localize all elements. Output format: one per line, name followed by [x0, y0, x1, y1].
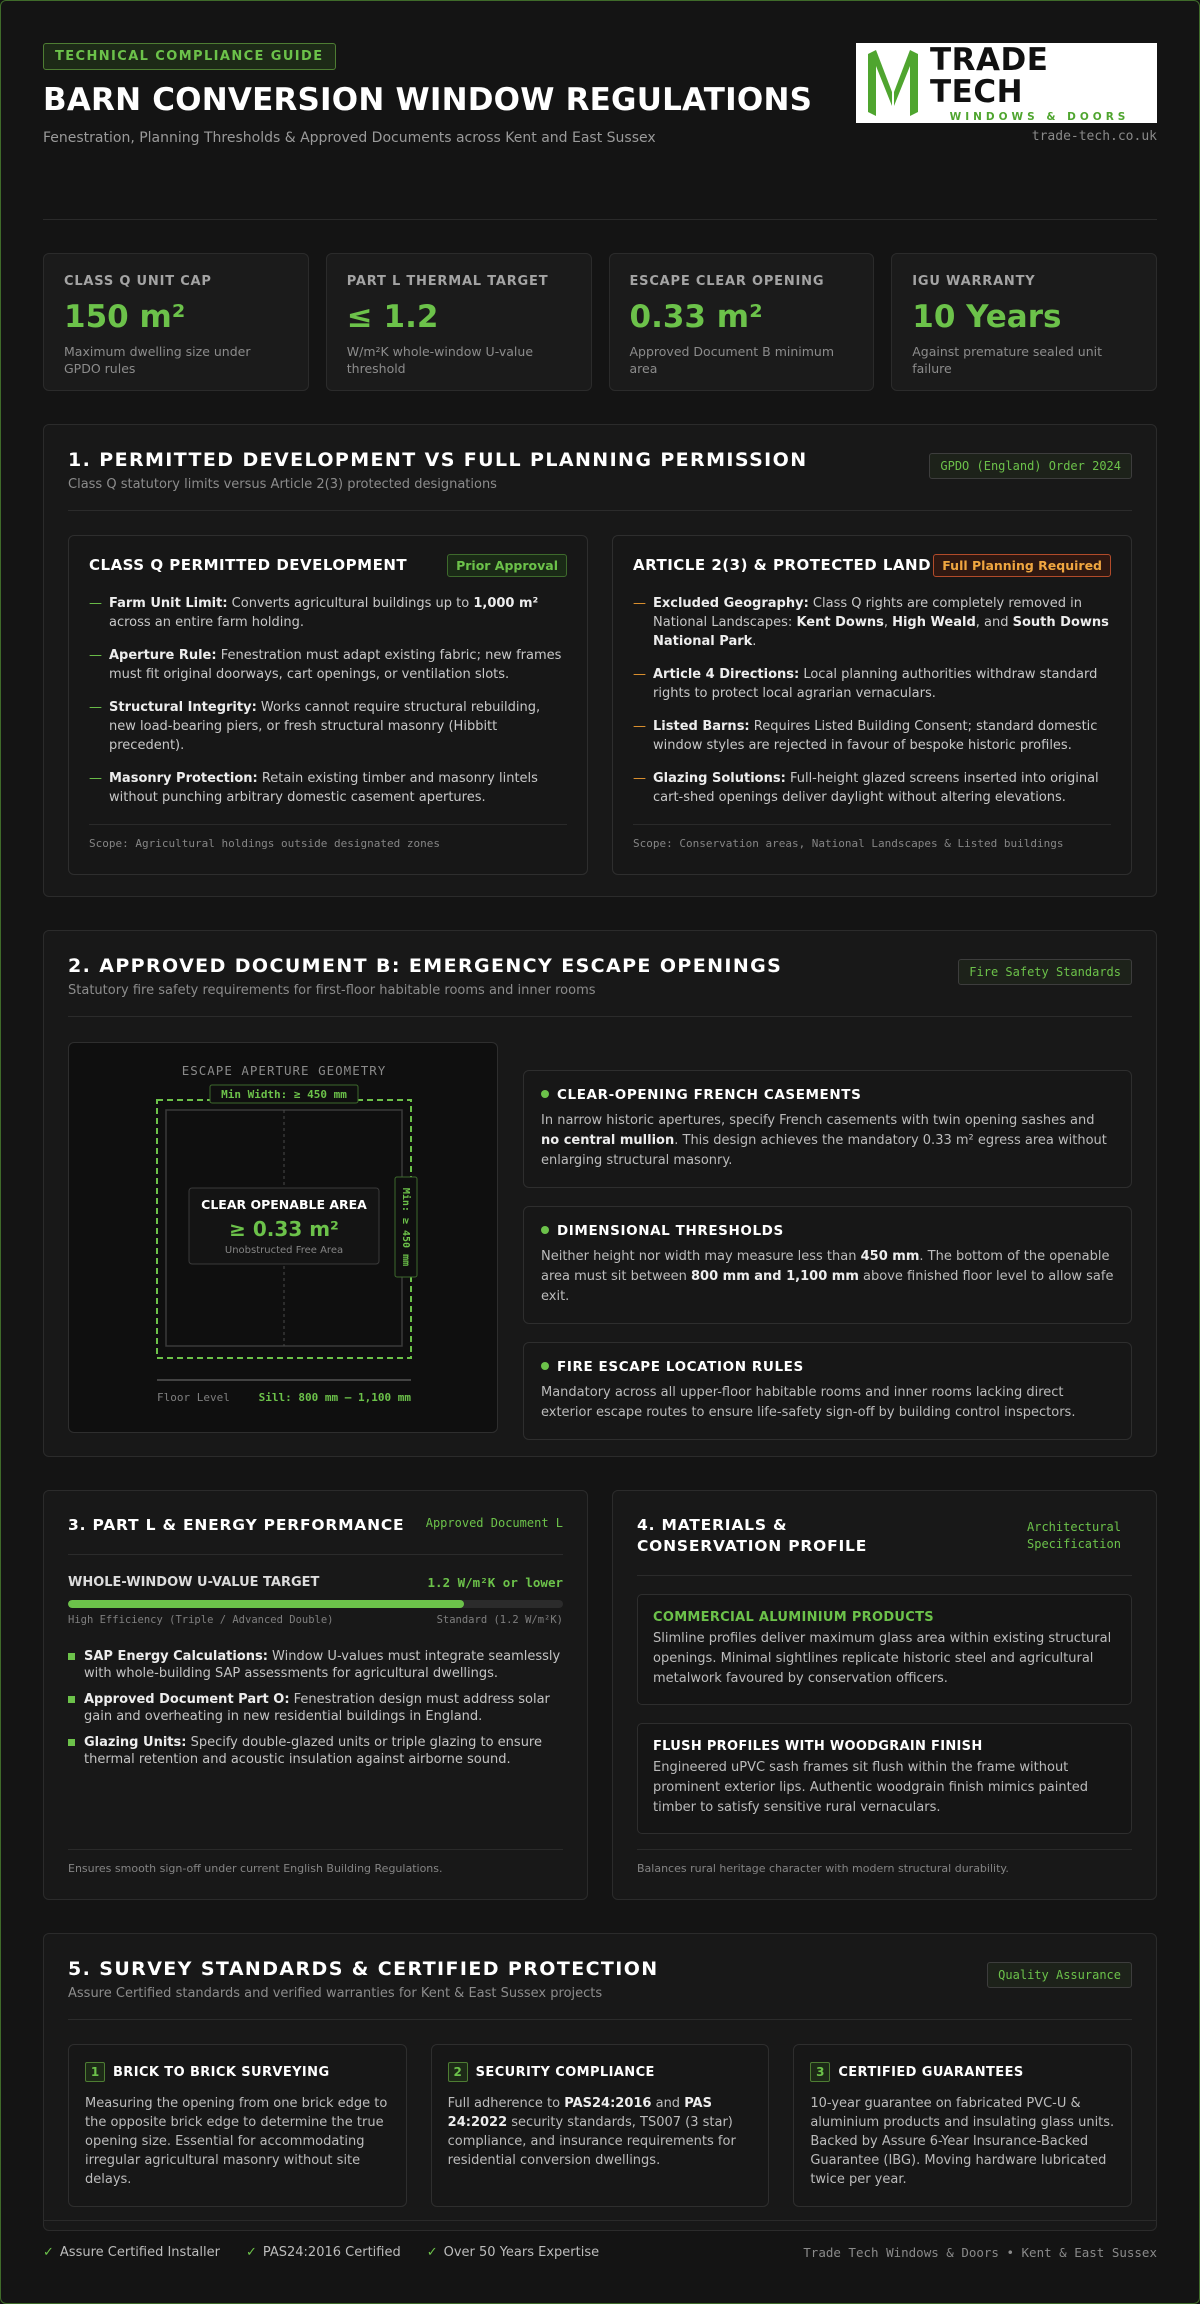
item-bold: Kent Downs — [796, 615, 884, 630]
class-q-card — [68, 535, 588, 875]
material-card — [637, 1723, 1132, 1834]
feature-text: Mandatory across all upper-floor habitable rooms and inner rooms lacking direct exterior escape routes to ensure life-safety sign-off by building control inspectors. — [541, 1385, 1076, 1420]
security-card — [431, 2044, 770, 2207]
section-pill: Fire Safety Standards — [958, 959, 1132, 985]
list-item — [89, 698, 567, 755]
material-text: Engineered uPVC sash frames sit flush within the frame without prominent exterior lips. Authentic woodgrain finish mimics painted timber to satisfy sensitive rural vernaculars. — [653, 1760, 1088, 1815]
material-text: Slimline profiles deliver maximum glass area within existing structural openings. Minimal sightlines replicate historic steel and agricultural metalwork favoured by conservation officers. — [653, 1631, 1112, 1686]
stat-value: ≤ 1.2 — [346, 299, 439, 335]
website-link[interactable]: trade-tech.co.uk — [1031, 129, 1157, 144]
material-title: FLUSH PROFILES WITH WOODGRAIN FINISH — [653, 1739, 983, 1754]
section-subtitle: Class Q statutory limits versus Article 2(3) protected designations — [68, 477, 497, 492]
scope-note: Scope: Agricultural holdings outside designated zones — [89, 824, 567, 850]
section-header — [68, 1958, 1132, 2020]
section-footnote: Ensures smooth sign-off under current English Building Regulations. — [68, 1849, 563, 1875]
item-text: across an entire farm holding. — [109, 615, 305, 630]
stat-card — [891, 253, 1157, 391]
list-item — [68, 1648, 563, 1682]
section-title: 3. PART L & ENERGY PERFORMANCE — [68, 1516, 405, 1534]
text-run: security standards, TS007 (3 star) compliance, and insurance requirements for residential conversion dwellings. — [447, 2115, 736, 2168]
item-text: Full-height glazed screens inserted into original cart-shed openings deliver daylight without altering elevations. — [653, 771, 1099, 805]
feature-text — [541, 1111, 1114, 1171]
clear-area-sub: Unobstructed Free Area — [224, 1245, 344, 1256]
item-text: , — [883, 615, 893, 630]
bullet-dot-icon — [541, 1226, 549, 1234]
item-bold: High Weald — [892, 615, 976, 630]
stat-value: 10 Years — [912, 299, 1062, 335]
item-text: Specify double-glazed units or triple glazing to ensure thermal retention and acoustic insulation against airborne sound. — [84, 1735, 542, 1767]
footer — [43, 2220, 1157, 2260]
rule-list — [89, 594, 567, 807]
text-run: . This design achieves the mandatory 0.33 m² egress area without enlarging structural masonry. — [541, 1133, 1107, 1168]
list-item — [68, 1691, 563, 1725]
min-height-label: Min: ≥ 450 mm — [400, 1187, 411, 1267]
scale-left-label: High Efficiency (Triple / Advanced Double) — [68, 1614, 334, 1626]
page-title: BARN CONVERSION WINDOW REGULATIONS — [43, 82, 813, 118]
credential-list — [43, 2245, 599, 2260]
credential-label: PAS24:2016 Certified — [262, 2245, 401, 2260]
feature-card — [523, 1206, 1132, 1324]
section-escape-openings — [43, 930, 1157, 1457]
logo-wordmark: TRADE TECH — [930, 41, 1049, 110]
card-title: CERTIFIED GUARANTEES — [838, 2065, 1024, 2080]
credential-label: Over 50 Years Expertise — [443, 2245, 600, 2260]
section-subtitle: Statutory fire safety requirements for first-floor habitable rooms and inner rooms — [68, 983, 596, 998]
card-text: 10-year guarantee on fabricated PVC-U & aluminium products and insulating glass units. Backed by Assure 6-Year Insurance-Backed Guarantee (IBG). Moving hardware lubricated twice per year. — [810, 2096, 1115, 2187]
aperture-diagram-svg — [69, 1043, 499, 1434]
feature-card — [523, 1070, 1132, 1188]
section-permitted-development — [43, 424, 1157, 897]
stat-label: CLASS Q UNIT CAP — [64, 274, 212, 289]
card-text — [448, 2094, 753, 2170]
bullet-dot-icon — [541, 1362, 549, 1370]
guide-tag: TECHNICAL COMPLIANCE GUIDE — [43, 43, 336, 70]
status-badge: Full Planning Required — [933, 554, 1111, 577]
diagram-title: ESCAPE APERTURE GEOMETRY — [181, 1063, 387, 1078]
section-header — [68, 449, 1132, 511]
text-bold: no central mullion — [541, 1133, 675, 1148]
item-text: . — [752, 634, 757, 649]
credential-label: Assure Certified Installer — [59, 2245, 220, 2260]
step-number: 3 — [810, 2062, 830, 2082]
section-pill: Architectural Specification — [1027, 1520, 1121, 1551]
list-item — [633, 717, 1111, 755]
section-header — [68, 955, 1132, 1017]
section-materials — [612, 1490, 1157, 1900]
section-pill: GPDO (England) Order 2024 — [929, 453, 1132, 479]
stat-label: PART L THERMAL TARGET — [346, 274, 549, 289]
item-text: , and — [975, 615, 1013, 630]
sill-label: Sill: 800 mm – 1,100 mm — [258, 1391, 411, 1404]
credential-item — [427, 2245, 599, 2260]
feature-title: CLEAR-OPENING FRENCH CASEMENTS — [557, 1087, 862, 1103]
item-key: Glazing Solutions: — [653, 771, 786, 786]
text-run: . The bottom of the openable area must sit between — [541, 1249, 1110, 1284]
item-key: SAP Energy Calculations: — [84, 1649, 268, 1664]
uvalue-header — [68, 1575, 563, 1590]
section-footnote: Balances rural heritage character with modern structural durability. — [637, 1849, 1132, 1875]
stat-label: IGU WARRANTY — [912, 274, 1036, 289]
section-survey-standards — [43, 1933, 1157, 2231]
section-pill: Quality Assurance — [987, 1962, 1132, 1988]
text-bold: 450 mm — [860, 1249, 920, 1264]
uvalue-scale — [68, 1614, 563, 1626]
footer-company: Trade Tech Windows & Doors • Kent & East Sussex — [803, 2245, 1157, 2260]
row-part-l-materials — [43, 1490, 1157, 1900]
item-key: Listed Barns: — [653, 719, 750, 734]
stat-label: ESCAPE CLEAR OPENING — [629, 274, 825, 289]
section-header — [68, 1515, 563, 1555]
section-title: 2. APPROVED DOCUMENT B: EMERGENCY ESCAPE OPENINGS — [68, 955, 783, 977]
rule-list — [633, 594, 1111, 807]
feature-title: DIMENSIONAL THRESHOLDS — [557, 1223, 784, 1239]
energy-list — [68, 1648, 563, 1768]
item-bold: South Downs National Park — [653, 615, 1109, 649]
section-title: 1. PERMITTED DEVELOPMENT VS FULL PLANNING PERMISSION — [68, 449, 808, 471]
step-number: 1 — [85, 2062, 105, 2082]
check-icon: ✓ — [426, 2245, 438, 2260]
section-part-l — [43, 1490, 588, 1900]
item-text: Local planning authorities withdraw standard rights to protect local agrarian vernaculars. — [653, 667, 1098, 701]
min-width-label: Min Width: ≥ 450 mm — [221, 1088, 347, 1101]
check-icon: ✓ — [245, 2245, 257, 2260]
item-text: Fenestration design must address solar gain and overheating in new residential buildings in England. — [84, 1692, 550, 1724]
stat-desc: Against premature sealed unit failure — [912, 344, 1103, 376]
item-text: Window U-values must integrate seamlessly with whole-building SAP assessments for agricultural dwellings. — [84, 1649, 561, 1681]
section-header — [637, 1515, 1132, 1576]
text-run: Full adherence to — [447, 2096, 565, 2111]
uvalue-value: 1.2 W/m²K or lower — [427, 1575, 563, 1590]
scope-note: Scope: Conservation areas, National Landscapes & Listed buildings — [633, 824, 1111, 850]
item-text: Converts agricultural buildings up to — [227, 596, 474, 611]
list-item — [633, 665, 1111, 703]
text-run: above finished floor level to allow safe exit. — [541, 1269, 1114, 1304]
stat-desc: W/m²K whole-window U-value threshold — [346, 344, 534, 376]
logo-mark-icon — [864, 48, 922, 118]
item-key: Approved Document Part O: — [84, 1692, 290, 1707]
item-text: Fenestration must adapt existing fabric; new frames must fit original doorways, cart openings, or ventilation slots. — [109, 648, 562, 682]
section-title: 5. SURVEY STANDARDS & CERTIFIED PROTECTION — [68, 1958, 659, 1980]
item-key: Glazing Units: — [84, 1735, 187, 1750]
material-title: COMMERCIAL ALUMINIUM PRODUCTS — [653, 1610, 934, 1625]
uvalue-progress-track — [68, 1600, 563, 1608]
stats-row — [43, 253, 1157, 391]
item-bold: 1,000 m² — [473, 596, 539, 611]
card-title: CLASS Q PERMITTED DEVELOPMENT — [89, 556, 408, 574]
clear-area-value: ≥ 0.33 m² — [229, 1217, 339, 1241]
item-key: Aperture Rule: — [109, 648, 217, 663]
list-item — [89, 594, 567, 632]
card-title: SECURITY COMPLIANCE — [475, 2065, 655, 2080]
list-item — [68, 1734, 563, 1768]
item-key: Structural Integrity: — [109, 700, 257, 715]
card-title: ARTICLE 2(3) & PROTECTED LAND — [633, 556, 932, 574]
feature-text — [541, 1247, 1114, 1307]
stat-value: 150 m² — [64, 299, 186, 335]
stat-card — [43, 253, 309, 391]
step-number: 2 — [448, 2062, 468, 2082]
item-text: Retain existing timber and masonry lintels without punching arbitrary domestic casement apertures. — [109, 771, 538, 805]
clear-area-label: CLEAR OPENABLE AREA — [201, 1197, 367, 1212]
text-run: and — [651, 2096, 685, 2111]
check-icon: ✓ — [43, 2245, 54, 2260]
scale-right-label: Standard (1.2 W/m²K) — [436, 1614, 563, 1626]
header-divider — [43, 219, 1157, 220]
item-text: Works cannot require structural rebuilding, new load-bearing piers, or fresh structural masonry (Hibbitt precedent). — [109, 700, 541, 753]
text-run: In narrow historic apertures, specify French casements with twin opening sashes and — [541, 1113, 1095, 1128]
list-item — [633, 769, 1111, 807]
brand-logo[interactable] — [856, 43, 1157, 123]
item-key: Farm Unit Limit: — [109, 596, 228, 611]
section-subtitle: Assure Certified standards and verified warranties for Kent & East Sussex projects — [68, 1986, 603, 2001]
list-item — [633, 594, 1111, 651]
text-bold: PAS 24:2022 — [447, 2096, 712, 2130]
guarantee-card — [793, 2044, 1132, 2207]
list-item — [89, 769, 567, 807]
feature-card — [523, 1342, 1132, 1440]
material-card — [637, 1594, 1132, 1705]
stat-desc: Maximum dwelling size under GPDO rules — [64, 344, 251, 376]
item-key: Excluded Geography: — [653, 596, 809, 611]
section-pill: Approved Document L — [425, 1516, 563, 1530]
item-text: Requires Listed Building Consent; standard domestic window styles are rejected in favour of bespoke historic profiles. — [653, 719, 1098, 753]
text-run: Neither height nor width may measure less than — [541, 1249, 861, 1264]
credential-item — [43, 2245, 220, 2260]
uvalue-label: WHOLE-WINDOW U-VALUE TARGET — [68, 1575, 320, 1590]
stat-desc: Approved Document B minimum area — [629, 344, 835, 376]
feature-list — [523, 1042, 1132, 1458]
bullet-dot-icon — [541, 1090, 549, 1098]
uvalue-progress-fill — [68, 1600, 464, 1608]
stat-card — [609, 253, 875, 391]
stat-card — [326, 253, 592, 391]
section-title: 4. MATERIALS & CONSERVATION PROFILE — [637, 1516, 868, 1555]
item-key: Article 4 Directions: — [653, 667, 800, 682]
page-subtitle: Fenestration, Planning Thresholds & Approved Documents across Kent and East Sussex — [43, 130, 656, 146]
header — [43, 43, 1157, 179]
item-text: Class Q rights are completely removed in National Landscapes: — [653, 596, 1082, 630]
status-badge: Prior Approval — [447, 554, 567, 577]
escape-aperture-diagram — [68, 1042, 498, 1433]
text-bold: PAS24:2016 — [564, 2096, 652, 2111]
survey-card — [68, 2044, 407, 2207]
item-key: Masonry Protection: — [109, 771, 258, 786]
logo-tagline: WINDOWS & DOORS — [949, 110, 1130, 123]
text-bold: 800 mm and 1,100 mm — [691, 1269, 859, 1284]
card-title: BRICK TO BRICK SURVEYING — [113, 2065, 330, 2080]
list-item — [89, 646, 567, 684]
article-2-3-card — [612, 535, 1132, 875]
credential-item — [246, 2245, 401, 2260]
card-text: Measuring the opening from one brick edge to the opposite brick edge to determine the true opening size. Essential for accommodating irregular agricultural masonry without site delays. — [85, 2096, 388, 2187]
feature-title: FIRE ESCAPE LOCATION RULES — [557, 1359, 804, 1375]
floor-label: Floor Level — [157, 1391, 230, 1404]
stat-value: 0.33 m² — [629, 299, 763, 335]
